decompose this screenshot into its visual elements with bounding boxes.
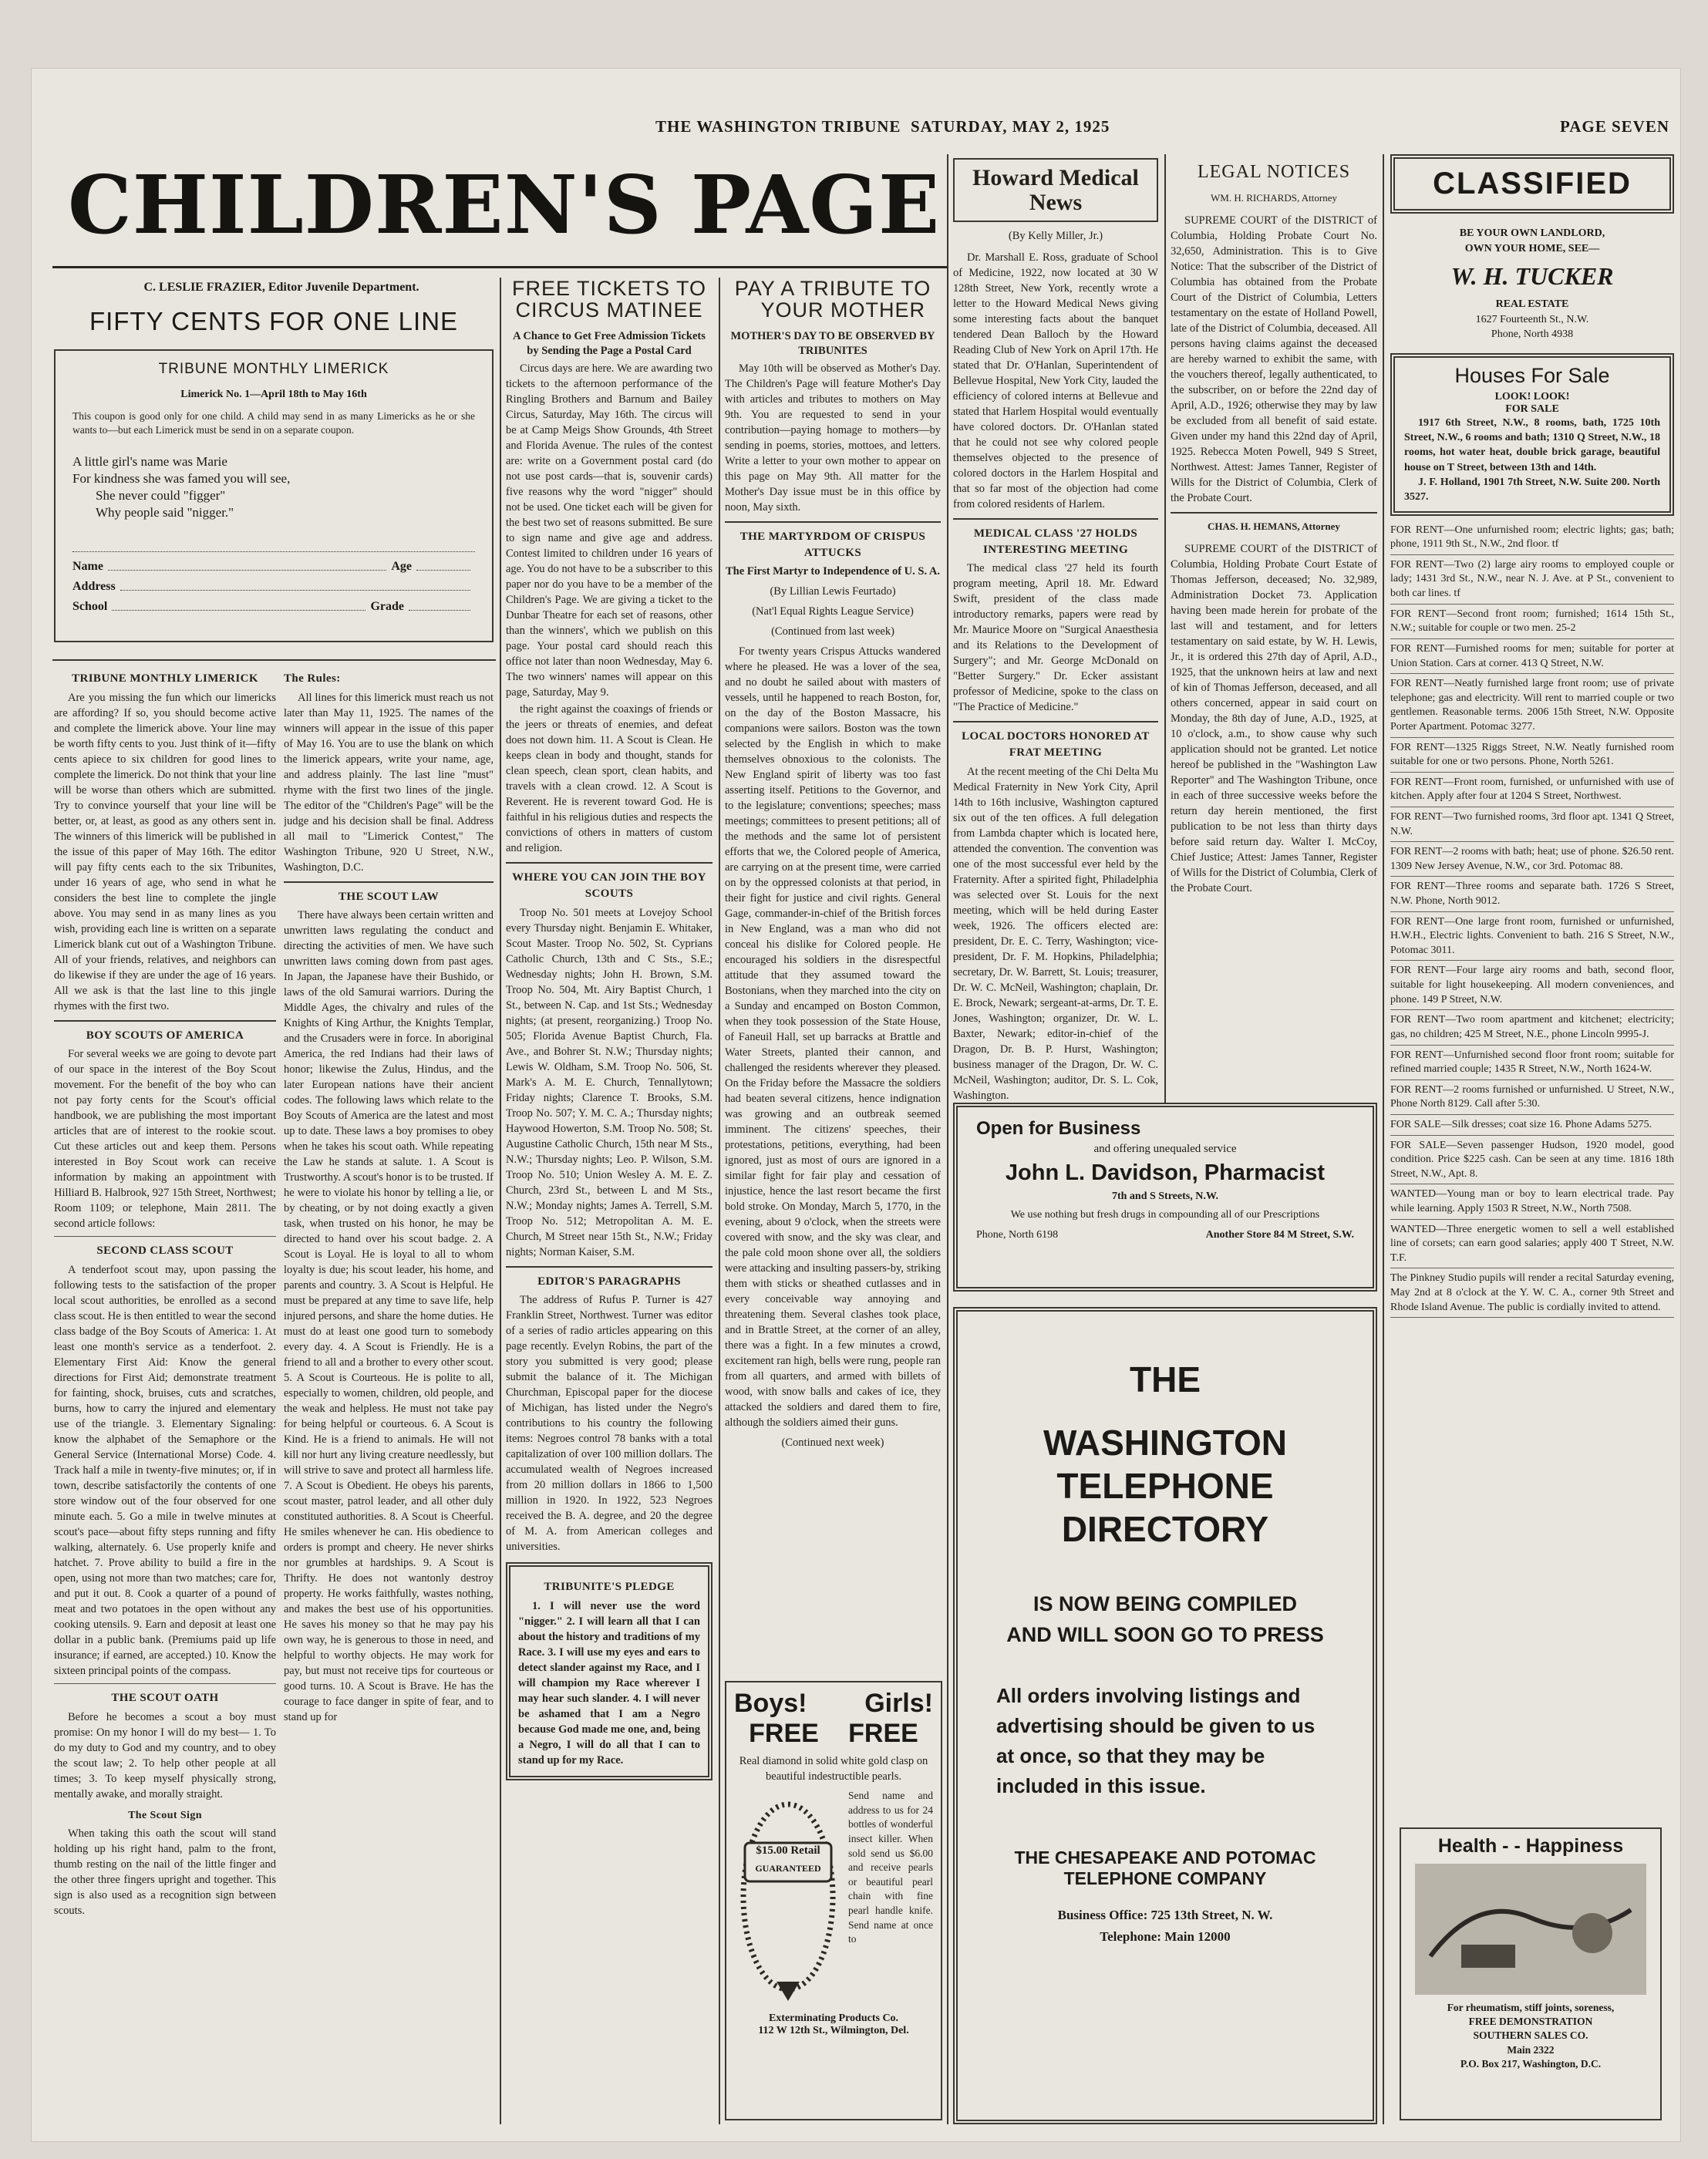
limerick-note: This coupon is good only for one child. A child may send in as many Limericks as he or she wants to—but each Limerick must be send in on a separate coupon. [72,409,475,436]
limerick-headline: FIFTY CENTS FOR ONE LINE [89,308,459,335]
tel-line-washington: WASHINGTON [1043,1423,1288,1463]
limerick-coupon [54,308,494,655]
classified-ad: FOR RENT—One large front room, furnished or unfurnished, H.W.H., Electric lights. Convenient to bath. 216 S Street, N.W., Potomac 3011. [1390,915,1674,962]
crispus-service: (Nat'l Equal Rights League Service) [752,605,914,618]
column-rule [1383,154,1384,2124]
classified-ad: FOR RENT—Three rooms and separate bath. 1726 S Street, N.W. Phone, North 9012. [1390,880,1674,911]
houses-text: 1917 6th Street, N.W., 8 rooms, bath, 1725 10th Street, N.W., 6 rooms and bath; 1310 Q Street, N.W., 18 rooms, hot water heat, double brick garage, beautiful house on T Street, between 13th and 14th. [1404,416,1660,473]
legal-notice-2: SUPREME COURT of the DISTRICT of Columbia, Holding Probate Court Estate of Thomas Jefferson, deceased; No. 32,989, Administration Docket 73. Application having been made herein for probate of the last will and testament, and for letters testamentary on said estate, by W. H. Lewis, Jr., it is ordered this 27th day of April, A.D., 1925, that the unknown heirs at law and next of kin of Thomas Jefferson, deceased, and all others concerned, appear in said court on Monday, the 8th day of June, A.D., 1925, at 10 o'clock, a.m., to show cause why such application should not be granted. Let notice hereof be published in the "Washington Law Reporter" and The Washington Tribune, once in each of three successive weeks before the return day herein mentioned, the first publication to be not less than thirty days before said return day. Walter I. McCoy, Chief Justice; Attest: James Tanner, Register of Wills for the District of Columbia, Clerk of the Probate Court. [1171,543,1377,895]
classified-ad: FOR RENT—1325 Riggs Street, N.W. Neatly furnished room suitable for one or two persons. Phone, North 5261. [1390,741,1674,773]
ad-tag-guarantee: GUARANTEED [755,1863,821,1874]
classified-column [1390,154,1674,2124]
header-date: SATURDAY, MAY 2, 1925 [910,117,1110,136]
health-device-image [1415,1864,1646,1995]
limerick-verse [72,453,475,521]
age-label: Age [391,560,412,574]
scout-sign-text: When taking this oath the scout will stand holding up his right hand, palm to the front, thumb resting on the nail of the little finger and the other three fingers upright and together. This sign is also used as a recognition sign between scouts. [54,1827,276,1918]
limerick-dates: Limerick No. 1—April 18th to May 16th [180,388,367,400]
tucker-sub: REAL ESTATE [1495,298,1569,310]
join-scouts-title: WHERE YOU CAN JOIN THE BOY SCOUTS [512,871,706,901]
mothers-title-2: YOUR MOTHER [760,298,925,322]
column-4 [725,278,941,1662]
health-text-2: FREE DEMONSTRATION [1468,2016,1593,2028]
editors-paragraphs-text: The address of Rufus P. Turner is 427 Franklin Street, Northwest. Turner was editor of a series of radio articles appearing on this page recently. Evelyn Robins, the part of the story you submitted is very good; please submit the balance of it. The Michigan Churchman, Episcopal paper for the diocese of Michigan, has listed under the Negro's contributions to his country the following items: Negroes control 78 banks with a total capitalization of over 100 million dollars. The accumulated wealth of Negroes increased from 20 million dollars in 1866 to 1,500 million in 1920. In 1922, 523 Negroes received the B. A. degree, and 20 the degree of M. A. from American colleges and universities. [506,1294,713,1554]
classified-ad: FOR RENT—2 rooms with bath; heat; use of phone. $26.50 rent. 1309 New Jersey Avenue, N.W., cor 3rd. Potomac 88. [1390,845,1674,877]
classified-ad: FOR RENT—Two (2) large airy rooms to employed couple or lady; 1431 3rd St., N.W., near N. J. Ave. at P St., convenient to both car lines. tf [1390,558,1674,605]
classified-ad: FOR RENT—Furnished rooms for men; suitable for porter at Union Station. Cars at corner. 413 Q Street, N.W. [1390,642,1674,674]
join-scouts-text: Troop No. 501 meets at Lovejoy School every Thursday night. Benjamin E. Whitaker, Scout Master. Troop No. 502, St. Cyprians Catholic Church, 13th and C Sts., S.E.; Wednesday nights; John H. Brown, S.M. Troop No. 504, Mt. Airy Baptist Church, 1 St., between N. Cap. and 1st Sts.; Wednesday nights; (at present, reorganizing.) Troop No. 505; Florida Avenue Baptist Church, Fla. Ave., and Bohrer St. N.W.; Thursday nights; Lewis W. Oldham, S.M. Troop No. 506, St. Mark's A. M. E. Church, Tennallytown; Friday nights; Clarence T. Brooks, S.M. Troop No. 507; Y. M. C. A.; Thursday nights; Haywood Howerton, S.M. Troop No. 508; St. Augustine Catholic Church, 15th near M Sts., N.W.; Thursday nights; Leo. P. Wilson, S.M. Troop No. 510; Union Wesley A. M. E. Z. Church, 23rd St., between L and M Sts., N.W.; Monday nights; James A. Terrell, S.M. Troop No. 512; Metropolitan A. M. E. Church, M Street near 15th St., N.W.; Friday nights; Norman Kaiser, S.M. [506,906,713,1258]
pharm-title: Open for Business [976,1118,1141,1139]
column-3 [506,278,713,2124]
scout-oath-text: Before he becomes a scout a boy must promise: On my honor I will do my best— 1. To do my duty to God and my country, and to obey the scout law; 2. To help other people at all times; 3. To keep myself physically strong, mentally awake, and morally straight. [54,1710,276,1800]
editor-line: C. LESLIE FRAZIER, Editor Juvenile Department. [143,281,419,294]
tel-phone: Telephone: Main 12000 [1100,1928,1231,1944]
editors-paragraphs-title: EDITOR'S PARAGRAPHS [537,1275,681,1288]
column-5 [953,158,1158,1103]
limerick-article-text: Are you missing the fun which our limericks are affording? If so, you should become active and complete the limerick above. Your line may be worth fifty cents to you. Just think of it—fifty cents apiece to six children for good lines to complete the limerick. Do not think that your line will be worse than others which are submitted. Try to convince yourself that your line will be better, or, at least, as good as any others sent in. The winners of this limerick will be published in the issue of this paper of May 16th. The editor will pay fifty cents each to the six Tribunites, under 16 years of age, who send in what he considers the best line to complete the jingle above. You may send in as many lines as you wish, providing each line is written on a separate Limerick blank cut out of a Washington Tribune. All of your friends, relatives, and neighbors can do likewise if they are under the age of 16 years. All we ask is that the last line to this jingle rhymes with the first two. [54,691,276,1012]
limerick-line: Why people said "nigger." [96,505,234,520]
address-field[interactable] [120,590,470,591]
crispus-subtitle: The First Martyr to Independence of U. S. A. [725,564,941,578]
scout-law-continued: the right against the coaxings of friends or the jeers or threats of enemies, and defeat does not down him. 11. A Scout is Clean. He keeps clean in body and thought, stands for clean speech, clean sport, clean habits, and travels with a clean crowd. 12. A Scout is Reverent. He is reverent toward God. He is faithful in his religious duties and respects the convictions of others in matters of custom and religion. [506,703,713,855]
rules-title: The Rules: [284,672,341,685]
limerick-answer-line[interactable] [72,521,475,552]
age-field[interactable] [416,570,470,571]
circus-text: Circus days are here. We are awarding two tickets to the afternoon performance of the Ringling Brothers and Barnum and Bailey Circus, Saturday, May 16th. The circus will be at Camp Meigs Show Grounds, 4th Street and Florida Avenue. The rules of the contest are: write on a Government postal card (do not use post cards—that is, souvenir cards) five reasons why the word "nigger" should not be used. One ticket each will be given for the best two set of reasons submitted. Be sure to sign name and give age and address. Contest limited to children under 16 years of age. You do not have to be a subscriber to this paper nor do you have to be a member of the Children's Page. We are giving a ticket to the Dunbar Theatre for each set of reasons, other than the winners', which we publish on this page. Your postal card should reach this office not later than noon Wednesday, May 6. The two winners' names will appear on this page, Saturday, May 9. [506,362,713,699]
column-rule [947,154,948,2124]
attorney-2: CHAS. H. HEMANS, Attorney [1208,520,1340,533]
tel-line-directory: DIRECTORY [1061,1509,1269,1550]
grade-field[interactable] [409,610,470,611]
classified-ad: FOR RENT—Front room, furnished, or unfurnished with use of kitchen. Apply after four at 1204 S Street, Northwest. [1390,776,1674,807]
masthead-title: CHILDREN'S PAGE [68,157,941,252]
header-page-number: PAGE SEVEN [1559,117,1669,136]
class27-text: The medical class '27 held its fourth program meeting, April 18. Mr. Edward Swift, president of the class made introductory remarks, papers were read by Mr. Maurice Moore on "Surgical Anaesthesia and its Relations to the Development of Surgery"; and Mr. George McDonald on "Better Surgery." Dr. Ecker assistant professor of Medicine, spoke to the class on "The Practice of Medicine." [953,562,1158,714]
pharm-name: John L. Davidson, Pharmacist [1005,1160,1326,1185]
legal-notice-1: SUPREME COURT of the DISTRICT of Columbia, Holding Probate Court No. 32,650, Administration. This is to Give Notice: That the subscriber of the District of Columbia has obtained from the Probate Court of the District of Columbia, Letters testamentary on the estate of Holland Powell, late of the District of Columbia, deceased. All persons having claims against the deceased are hereby warned to exhibit the same, with the vouchers thereof, legally authenticated, to the subscriber, on or before the 22nd day of April, A.D., 1926; otherwise they may by law be excluded from all benefit of said estate. Given under my hand this 22nd day of April, 1925. Rebecca Moten Powell, 949 S Street, Northwest. Attest: James Tanner, Register of Wills for the District of Columbia, Clerk of the Probate Court. [1171,214,1377,505]
rules-text: All lines for this limerick must reach us not later than May 11, 1925. The names of the winners will appear in the issue of this paper of May 16. You are to use the blank on which the limerick appears, write your name, age, and address plainly. The last line "must" rhyme with the first two lines of the jingle. The editor of the "Children's Page" will be the judge and his decision shall be final. Address all mail to "Limerick Contest," The Washington Tribune, 920 U Street, N.W., Washington, D.C. [284,691,494,874]
limerick-coupon-title: TRIBUNE MONTHLY LIMERICK [158,360,389,377]
masthead-rule [52,266,947,268]
classified-ad: FOR SALE—Seven passenger Hudson, 1920 model, good condition. Price $225 cash. Can be seen at any time. 1816 18th Street, N.W., Apt. 8. [1390,1139,1674,1185]
scout-sign-title: The Scout Sign [128,1809,202,1821]
column-rule [1164,154,1166,1103]
crispus-continued-from: (Continued from last week) [771,625,894,638]
limerick-line: She never could "figger" [96,488,226,504]
pearl-necklace-icon [734,1789,842,2012]
local-doctors-text: At the recent meeting of the Chi Delta Mu Medical Fraternity in New York City, April 14th to 16th inclusive, Washington captured six out of the ten offices. A full delegation from Lambda chapter which is located here, attended the convention. The convention was one of the most successful ever held by the Fraternity. After a spirited fight, Philadelphia was selected over St. Louis for the next meeting, which will be held during Easter week, 1926. The officers elected are: president, Dr. E. C. Terry, Washington; vice-president, Dr. F. M. Hopkins, Philadelphia; secretary, Dr. W. Barrett, St. Louis; treasurer, Dr. W. C. McNeil, Washington; chaplain, Dr. E. Brock, Newark; sergeant-at-arms, Dr. T. E. Jones, Washington; organizer, Dr. W. L. Baxter, Newark; editor-in-chief of the Dragon, Dr. B. P. Hurst, Washington; business manager of the Dragon, Dr. W. C. McNeil, Washington; auditor, Dr. S. L. Cok, Washington. [953,765,1158,1102]
address-label: Address [72,580,116,594]
tel-line-the: THE [1130,1359,1201,1399]
tucker-name: W. H. TUCKER [1450,262,1614,291]
masthead [52,148,947,264]
classified-ads-list [1390,524,1674,1319]
name-field[interactable] [108,570,386,571]
pharm-phone: Phone, North 6198 [976,1229,1059,1241]
pharmacist-ad [953,1103,1377,1292]
column-1 [54,665,276,2126]
pharm-store: Another Store 84 M Street, S.W. [1205,1229,1354,1241]
classified-ad: FOR RENT—Neatly furnished large front room; use of private telephone; gas and electricity. Will rent to married couple or two gentlemen. Reasonable terms. 2006 15th Street, N.W. Opposite Porter Apartment. Potomac 3277. [1390,677,1674,737]
crispus-story: For twenty years Crispus Attucks wandered where he pleased. He was a lover of the sea, and no doubt he sailed about with masters of vessels, until he happened to reach Boston, for, on the day of the Boston Massacre, his companions were sailors. Boston was the town selected by the English in which to make themselves obnoxious to the colonists. The New England spirit of liberty was too fast asserting itself. Petitions to the Governor, and to the legislature; conventions; speeches; mass meetings; committees to present petitions; all of the methods and the same lot of persistent efforts that we, the Colored people of America, are carrying on at the present time, were carried on by the oppressed colonists at that period, in their fight for justice and civil rights. General Gage, commander-in-chief of the British forces in New England, was a man who did not conceal his dislike for Colored people. He encouraged his soldiers in the disrespectful attitude that they assumed toward the Bostonians, when they marched into the city on a Sunday and encamped on Boston Common, when they took possession of the State House, of Faneuil Hall, set up barracks at Brattle and Water Streets, planted their cannon, and challenged the residents wherever they pleased. On the Friday before the Massacre the soldiers had beaten several citizens, hence indignation was growing and an outbreak seemed imminent. The citizens' speeches, their protestations, petitions, everything, had been ignored, just as most of ours are ignored in a similar fight for fair play and cessation of injustice, hence the last resort became the first bold stroke. On Monday, March 5, 1770, in the evening, about 9 o'clock, when the streets were covered with snow, and the sky was clear, and the pale cold moon shone over all, the soldiers were attacking and insulting passers-by, striking them with sticks or sheathed cutlasses and in every conceivable way annoying and threatening them. Several clashes took place, and in Brattle Street, at the corner of an alley, there was a fight. In a few minutes a crowd, excitement ran high, bells were rung, people ran from all quarters, and armed with billets of wood, with snow balls and cakes of ice, they attacked the soldiers and dared them to fire, although the soldiers aimed their guns. [725,645,941,1429]
ad-side-text: Send name and address to us for 24 bottles of wonderful insect killer. When sold send us $6.00 and receive pearls or beautiful pearl chain with fine pearl handle knife. Send name at once to [848,1790,933,1945]
ad-free: FREE [848,1719,918,1748]
column-rule [500,278,501,2124]
tel-body: All orders involving listings and advertising should be given to us at once, so that they may be included in this issue. [996,1683,1316,1797]
mothers-text: May 10th will be observed as Mother's Day. The Children's Page will feature Mother's Day with articles and tributes to mothers on May 9th. You are requested to send in your contribution—paying homage to mothers—by sending in poems, stories, mottoes, and letters. Write a letter to your own mother to appear on this page on May 9th. All matter for the Mother's Day issue must be in this office by noon, May sixth. [725,362,941,514]
ad-pearls-text: Real diamond in solid white gold clasp on beautiful indestructible pearls. [739,1755,928,1783]
scout-oath-title: THE SCOUT OATH [111,1692,219,1705]
column-6 [1171,158,1377,1103]
ad-boys: Boys! [734,1689,807,1718]
houses-for-sale-box [1390,353,1674,516]
limerick-line: A little girl's name was Marie [72,454,227,470]
circus-subtitle: A Chance to Get Free Admission Tickets by Sending the Page a Postal Card [513,329,706,357]
pharm-text: We use nothing but fresh drugs in compounding all of our Prescriptions [1010,1209,1320,1221]
health-text-4: Main 2322 [1507,2043,1555,2056]
ad-address: 112 W 12th St., Wilmington, Del. [758,2025,909,2036]
pledge-text: 1. I will never use the word "nigger." 2. I will learn all that I can about the history and traditions of my Race. 3. I will use my eyes and ears to detect slander against my Race, and I will champion my Race wherever I may hear such slander. 4. I will never be ashamed that I am a Negro because God made me one, and, being a Negro, I will do all that I can to stand up for my Race. [518,1600,700,1767]
tel-line-compiled: IS NOW BEING COMPILED [1033,1592,1297,1616]
legal-notices-title: LEGAL NOTICES [1197,162,1351,182]
pledge-title: TRIBUNITE'S PLEDGE [544,1581,675,1594]
houses-contact: J. F. Holland, 1901 7th Street, N.W. Suite 200. North 3527. [1404,477,1660,504]
medical-news-byline: (By Kelly Miller, Jr.) [1008,230,1103,242]
pharm-address: 7th and S Streets, N.W. [1111,1191,1219,1202]
mothers-title-1: PAY A TRIBUTE TO [734,278,931,300]
classified-ad: FOR RENT—Two room apartment and kitchenet; electricity; gas, no children; 425 M Street, N.E., phone Lincoln 9995-J. [1390,1013,1674,1045]
mothers-subtitle: MOTHER'S DAY TO BE OBSERVED BY TRIBUNITES [730,329,935,357]
pledge-box [506,1562,713,1780]
tel-line-telephone: TELEPHONE [1056,1466,1274,1507]
classified-ad: FOR RENT—Four large airy rooms and bath, second floor, suitable for light housekeeping. All modern conveniences, and phone. 149 P Street, N.W. [1390,964,1674,1010]
scout-law-text: There have always been certain written and unwritten laws regulating the conduct and directing the activities of men. We have such unwritten laws coming down from past ages. In Japan, the Japanese have their Bushido, or laws of the old Samurai warriors. During the Middle Ages, the chivalry and rules of the Knights of King Arthur, the Knights Templar, and the Crusaders were in force. In aboriginal America, the red Indians had their laws of honor; likewise the Zulus, Hindus, and the later European nations have their ancient codes. The following laws which relate to the Boy Scouts of America are the latest and most up to date. These laws a boy promises to obey when he takes his scout oath. While repeating the Law he stands at salute. 1. A Scout is Trustworthy. A scout's honor is to be trusted. If he were to violate his honor by telling a lie, or by cheating, or by not doing exactly a given task, when trusted on his honor, he may be directed to hand over his scout badge. 2. A Scout is Loyal. He is loyal to all to whom loyalty is due; his scout leader, his home, and parents and country. 3. A Scout is Helpful. He must be prepared at any time to save life, help injured persons, and share the home duties. He must do at least one good turn to somebody every day. 4. A Scout is Friendly. He is a friend to all and a brother to every other scout. 5. A Scout is Courteous. He is polite to all, especially to women, children, old people, and the weak and helpless. He must not take pay for being helpful or courteous. 6. A Scout is Kind. He is a friend to animals. He will not kill nor hurt any living creature needlessly, but will strive to save and protect all harmless life. 7. A Scout is Obedient. He obeys his parents, scout master, patrol leader, and all other duly constituted authorities. 8. A Scout is Cheerful. He smiles whenever he can. His obedience to orders is prompt and cheery. He never shirks nor grumbles at hardships. 9. A Scout is Thrifty. He does not wantonly destroy property. He works faithfully, wastes nothing, and makes the best use of his opportunities. He saves his money so that he may pay his own way, he is generous to those in need, and helpful to worthy objects. He may work for pay, but must not receive tips for courteous or good turns. 10. A Scout is Brave. He has the courage to face danger in spite of fear, and to stand up for [284,909,494,1724]
tucker-line-1: BE YOUR OWN LANDLORD, [1459,227,1605,239]
health-title: Health - - Happiness [1437,1835,1624,1857]
classified-ad: FOR SALE—Silk dresses; coat size 16. Phone Adams 5275. [1390,1118,1674,1136]
crispus-byline: (By Lillian Lewis Feurtado) [770,584,896,598]
tucker-phone: Phone, North 4938 [1491,328,1574,341]
ad-company: Exterminating Products Co. [768,2012,899,2024]
health-text-3: SOUTHERN SALES CO. [1473,2029,1588,2042]
medical-news-text: Dr. Marshall E. Ross, graduate of School of Medicine, 1922, now located at 30 W 128th Street, New York, recently wrote a letter to the Howard Medical News giving some interesting facts about the banquet tendered Dean Balloch by the Howard Reading Club of New York on April 17th. He stated that Dr. O'Hanlan, Superintendent of Bellevue Hospital, New York City, lauded the efficiency of colored interns at Bellevue and stated that Harlem Hospital would eventually have colored doctors. Dr. O'Hanlan stated that he could not see why colored people themselves objected to the presence of colored doctors in the Harlem Hospital and that so far most of the objection had come from colored residents of Harlem. [953,251,1158,510]
health-ad [1400,1827,1662,2120]
ad-girls: Girls! [864,1689,933,1718]
column-rule [719,278,720,2124]
crispus-continued-next: (Continued next week) [781,1436,884,1449]
limerick-line: For kindness she was famed you will see, [72,471,291,487]
classified-ad: The Pinkney Studio pupils will render a recital Saturday evening, May 2nd at 8 o'clock at the Y. W. C. A., corner 9th Street and Rhode Island Avenue. The public is cordially invited to attend. [1390,1271,1674,1318]
houses-look: LOOK! LOOK! [1494,390,1570,402]
section-rule [52,659,496,661]
classified-ad: FOR RENT—Two furnished rooms, 3rd floor apt. 1341 Q Street, N.W. [1390,810,1674,842]
circus-title-2: CIRCUS MATINEE [515,298,703,322]
houses-for-sale: FOR SALE [1505,402,1559,415]
school-field[interactable] [112,610,366,611]
second-class-title: SECOND CLASS SCOUT [96,1245,234,1258]
medical-news-title: Howard Medical News [972,165,1139,215]
tucker-line-2: OWN YOUR HOME, SEE— [1464,242,1600,254]
health-text-1: For rheumatism, stiff joints, soreness, [1447,2002,1615,2013]
telephone-directory-ad [953,1307,1377,2124]
class27-title: MEDICAL CLASS '27 HOLDS INTERESTING MEETING [973,527,1138,556]
grade-label: Grade [370,600,404,614]
tel-line-press: AND WILL SOON GO TO PRESS [1006,1622,1324,1646]
school-label: School [72,600,108,614]
classified-title: CLASSIFIED [1433,167,1632,200]
tel-company-1: THE CHESAPEAKE AND POTOMAC [1014,1847,1316,1868]
health-text-5: P.O. Box 217, Washington, D.C. [1460,2057,1602,2070]
tucker-address: 1627 Fourteenth St., N.W. [1475,313,1589,325]
classified-ad: WANTED—Three energetic women to sell a well established line of corsets; can earn good salaries; apply 400 T Street, N.W. T.F. [1390,1223,1674,1269]
tel-company-2: TELEPHONE COMPANY [1063,1868,1267,1888]
circus-title-1: FREE TICKETS TO [511,278,707,300]
limerick-article-title: TRIBUNE MONTHLY LIMERICK [72,672,258,685]
boy-scouts-text: For several weeks we are going to devote part of our space in the interest of the Boy Scout movement. For the benefit of the boy who can not pay forty cents for the Scout's official handbook, we are publishing the most important articles that are of interest to the rookie scout. Cut these articles out and keep them. Persons interested in Boy Scout work can receive information by making an appointment with Hilliard B. Halbrook, 927 15th Street, Northwest; Room 1109; or telephone, Main 2811. The second article follows: [54,1048,276,1231]
classified-ad: FOR RENT—Unfurnished second floor front room; suitable for refined married couple; 1435 R Street, N.W., North 1624-W. [1390,1049,1674,1080]
name-label: Name [72,560,103,574]
pearls-ad [725,1681,942,2120]
header-paper-name: THE WASHINGTON TRIBUNE SATURDAY, MAY 2, 1925 [655,117,1110,136]
classified-ad: FOR RENT—One unfurnished room; electric lights; gas; bath; phone, 1911 9th St., N.W., 2nd floor. tf [1390,524,1674,555]
local-doctors-title: LOCAL DOCTORS HONORED AT FRAT MEETING [962,730,1150,760]
houses-title: Houses For Sale [1454,363,1610,387]
classified-ad: FOR RENT—2 rooms furnished or unfurnished. U Street, N.W., Phone North 8129. Call after 5:30. [1390,1083,1674,1115]
column-2 [284,665,494,2126]
classified-ad: FOR RENT—Second front room; furnished; 1614 15th St., N.W.; suitable for couple or two men. 25-2 [1390,608,1674,639]
crispus-title: THE MARTYRDOM OF CRISPUS ATTUCKS [739,530,926,560]
scout-law-title: THE SCOUT LAW [339,890,439,903]
classified-ad: WANTED—Young man or boy to learn electrical trade. Pay while learning. Apply 1503 R Street, N.W., North 7508. [1390,1187,1674,1219]
ad-tag-price: $15.00 Retail [756,1844,820,1857]
boy-scouts-title: BOY SCOUTS OF AMERICA [86,1029,244,1042]
second-class-text: A tenderfoot scout may, upon passing the following tests to the satisfaction of the proper local scout authorities, be enrolled as a second class scout. He is then entitled to wear the second class badge of the Boy Scouts of America: 1. At least one month's service as a tenderfoot. 2. Elementary First Aid: Know the general directions for First Aid; demonstrate treatment for fainting, shock, bruises, cuts and scratches, burns, how to carry the injured and elementary use of the triangle. 3. Elementary Signaling: know the alphabet of the Semaphore or the General Service (International Morse) Code. 4. Track half a mile in twenty-five minutes; or, if in town, describe satisfactorily the contents of one store window out of the four observed for one minute each. 5. Go a mile in twelve minutes at scout's pace—about fifty steps running and fifty walking, alternately. 6. Use properly knife and hatchet. 7. Prove ability to build a fire in the open, using not more than two matches; care for, and put it out. 8. Cook a quarter of a pound of meat and two potatoes in the open without any cooking utensils. 9. Earn and deposit at least one dollar in a public bank. (Premiums paid up life insurance; if earned, are accepted.) 10. Know the sixteen principal points of the compass. [54,1264,276,1678]
ad-free: FREE [749,1719,819,1748]
attorney-1: WM. H. RICHARDS, Attorney [1211,192,1337,204]
tel-office: Business Office: 725 13th Street, N. W. [1057,1907,1273,1922]
pharm-sub: and offering unequaled service [1093,1143,1237,1155]
